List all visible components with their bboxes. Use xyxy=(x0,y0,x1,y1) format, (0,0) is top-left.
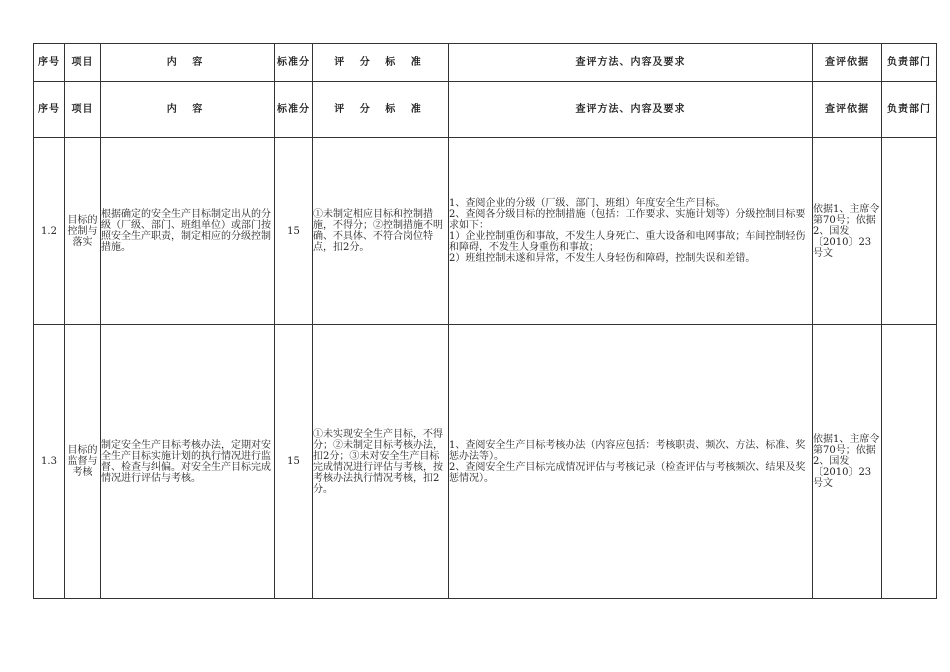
row-content: 制定安全生产目标考核办法，定期对安全生产目标实施计划的执行情况进行监督、检查与纠偏。对安全生产目标完成情况进行评估与考核。 xyxy=(101,325,275,599)
row-basis: 依据1、主席令第70号；依据2、国发〔2010〕23号文 xyxy=(813,325,882,599)
col-dept-header: 负责部门 xyxy=(882,44,937,82)
col-basis-header: 查评依据 xyxy=(813,44,882,82)
method-line: 1）企业控制重伤和事故，不发生人身死亡、重大设备和电网事故；车间控制轻伤和障碍，不发生人身重伤和事故； xyxy=(449,231,806,254)
row-score: 15 xyxy=(275,138,313,325)
header-row-repeat xyxy=(34,82,937,138)
row-seq: 1.2 xyxy=(34,138,65,325)
evaluation-table xyxy=(33,43,937,599)
row-method xyxy=(449,138,813,325)
col-score-header: 标准分 xyxy=(275,82,313,138)
col-content-header: 内 容 xyxy=(101,44,275,82)
row-basis: 依据1、主席令第70号；依据2、国发〔2010〕23号文 xyxy=(813,138,882,325)
row-dept xyxy=(882,138,937,325)
col-basis-header: 查评依据 xyxy=(813,82,882,138)
col-seq-header: 序号 xyxy=(34,82,65,138)
method-line: 1、查阅安全生产目标考核办法（内容应包括：考核职责、频次、方法、标准、奖惩办法等）。 xyxy=(449,439,806,462)
col-item-header: 项目 xyxy=(65,44,101,82)
method-line: 2）班组控制未遂和异常，不发生人身轻伤和障碍，控制失误和差错。 xyxy=(449,253,756,265)
col-dept-header: 负责部门 xyxy=(882,82,937,138)
col-method-header: 查评方法、内容及要求 xyxy=(449,44,813,82)
method-line: 2、查阅安全生产目标完成情况评估与考核记录（检查评估与考核频次、结果及奖惩情况）。 xyxy=(449,461,806,484)
row-criteria: ①未制定相应目标和控制措施，不得分；②控制措施不明确、不具体、不符合岗位特点，扣2分。 xyxy=(313,138,449,325)
row-item: 目标的控制与落实 xyxy=(65,138,101,325)
row-dept xyxy=(882,325,937,599)
col-content-header: 内 容 xyxy=(101,82,275,138)
method-line: 1、查阅企业的分级（厂级、部门、班组）年度安全生产目标。 xyxy=(449,198,726,210)
row-criteria: ①未实现安全生产目标，不得分；②未制定目标考核办法，扣2分；③未对安全生产目标完成情况进行评估与考核，按考核办法执行情况考核，扣2分。 xyxy=(313,325,449,599)
row-score: 15 xyxy=(275,325,313,599)
row-item: 目标的监督与考核 xyxy=(65,325,101,599)
col-method-header: 查评方法、内容及要求 xyxy=(449,82,813,138)
row-method xyxy=(449,325,813,599)
header-row xyxy=(34,44,937,82)
col-item-header: 项目 xyxy=(65,82,101,138)
col-seq-header: 序号 xyxy=(34,44,65,82)
method-line: 2、查阅各分级目标的控制措施（包括：工作要求、实施计划等）分级控制目标要求如下： xyxy=(449,209,806,232)
col-criteria-header: 评 分 标 准 xyxy=(313,82,449,138)
table-row xyxy=(34,138,937,325)
table-row xyxy=(34,325,937,599)
row-content: 根据确定的安全生产目标制定出从的分级（厂级、部门、班组单位）或部门按照安全生产职责，制定相应的分级控制措施。 xyxy=(101,138,275,325)
col-score-header: 标准分 xyxy=(275,44,313,82)
col-criteria-header: 评 分 标 准 xyxy=(313,44,449,82)
row-seq: 1.3 xyxy=(34,325,65,599)
